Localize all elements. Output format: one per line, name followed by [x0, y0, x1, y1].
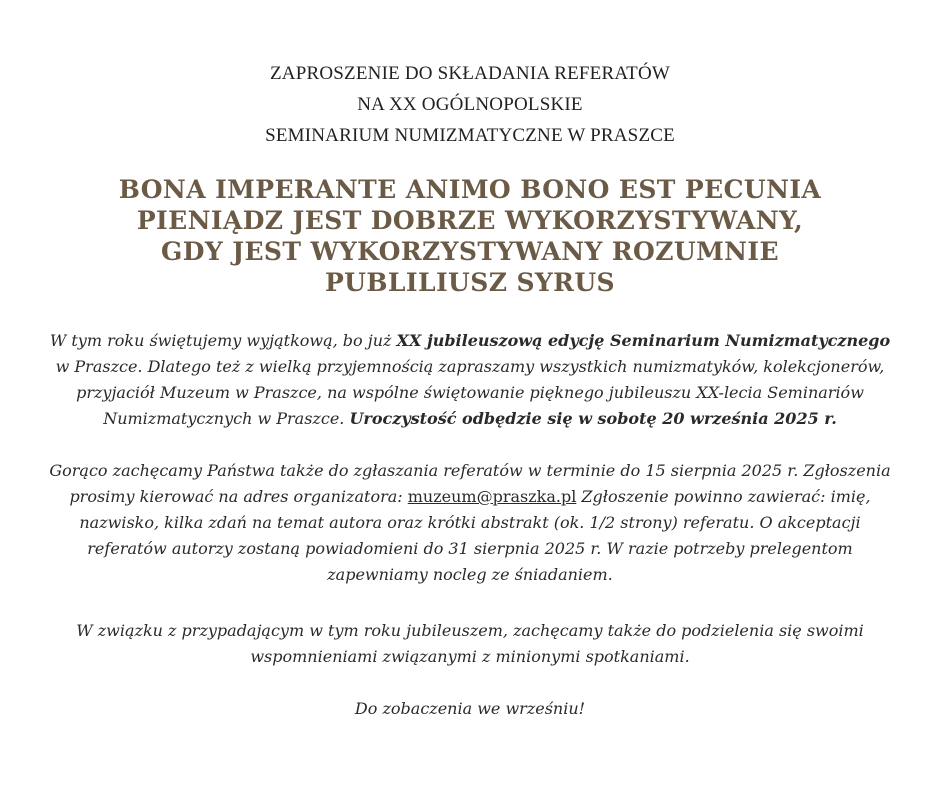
- paragraph-line: wspomnieniami związanymi z minionymi spotkaniami.: [250, 647, 690, 666]
- header-line-1: ZAPROSZENIE DO SKŁADANIA REFERATÓW: [270, 63, 670, 84]
- invitation-header: [0, 58, 940, 151]
- paragraph-line: [24, 328, 916, 354]
- paragraph-jubilee: [24, 328, 916, 432]
- organizer-email-link[interactable]: muzeum@praszka.pl: [407, 487, 577, 506]
- closing-text: Do zobaczenia we wrześniu!: [354, 699, 586, 718]
- paragraph-line: [24, 406, 916, 432]
- motto-block: [0, 174, 940, 298]
- paragraph-line: zapewniamy nocleg ze śniadaniem.: [327, 565, 613, 584]
- paragraph-memories: [24, 618, 916, 670]
- paragraph-line: nazwisko, kilka zdań na temat autora oraz krótki abstrakt (ok. 1/2 strony) referatu. O akceptacji: [79, 513, 861, 532]
- header-line-2: NA XX OGÓLNOPOLSKIE: [357, 94, 583, 115]
- paragraph-text: Zgłoszenie powinno zawierać: imię,: [576, 487, 871, 506]
- motto-line-3: GDY JEST WYKORZYSTYWANY ROZUMNIE: [161, 237, 779, 266]
- paragraph-submissions: [24, 458, 916, 588]
- paragraph-text: W tym roku świętujemy wyjątkową, bo już: [49, 331, 397, 350]
- paragraph-text: prosimy kierować na adres organizatora:: [69, 487, 408, 506]
- paragraph-text: Numizmatycznych w Praszce.: [103, 409, 350, 428]
- header-line-3: SEMINARIUM NUMIZMATYCZNE W PRASZCE: [265, 125, 675, 146]
- paragraph-line: Gorąco zachęcamy Państwa także do zgłaszania referatów w terminie do 15 sierpnia 2025 r. Zgłoszenia: [49, 461, 891, 480]
- event-date-highlight: Uroczystość odbędzie się w sobotę 20 września 2025 r.: [349, 409, 837, 428]
- paragraph-line: w Praszce. Dlatego też z wielką przyjemnością zapraszamy wszystkich numizmatyków, kolekcjonerów,: [55, 357, 885, 376]
- motto-line-2: PIENIĄDZ JEST DOBRZE WYKORZYSTYWANY,: [136, 206, 804, 235]
- edition-highlight: XX jubileuszową edycję Seminarium Numizmatycznego: [396, 331, 891, 350]
- paragraph-line: referatów autorzy zostaną powiadomieni do 31 sierpnia 2025 r. W razie potrzeby prelegentom: [87, 539, 853, 558]
- paragraph-line: W związku z przypadającym w tym roku jubileuszem, zachęcamy także do podzielenia się swoimi: [76, 621, 864, 640]
- paragraph-line: [24, 484, 916, 510]
- closing-line: [24, 696, 916, 722]
- paragraph-line: przyjaciół Muzeum w Praszce, na wspólne świętowanie pięknego jubileuszu XX-lecia Seminariów: [76, 383, 864, 402]
- motto-author: PUBLILIUSZ SYRUS: [324, 268, 616, 297]
- motto-line-1: BONA IMPERANTE ANIMO BONO EST PECUNIA: [118, 175, 822, 204]
